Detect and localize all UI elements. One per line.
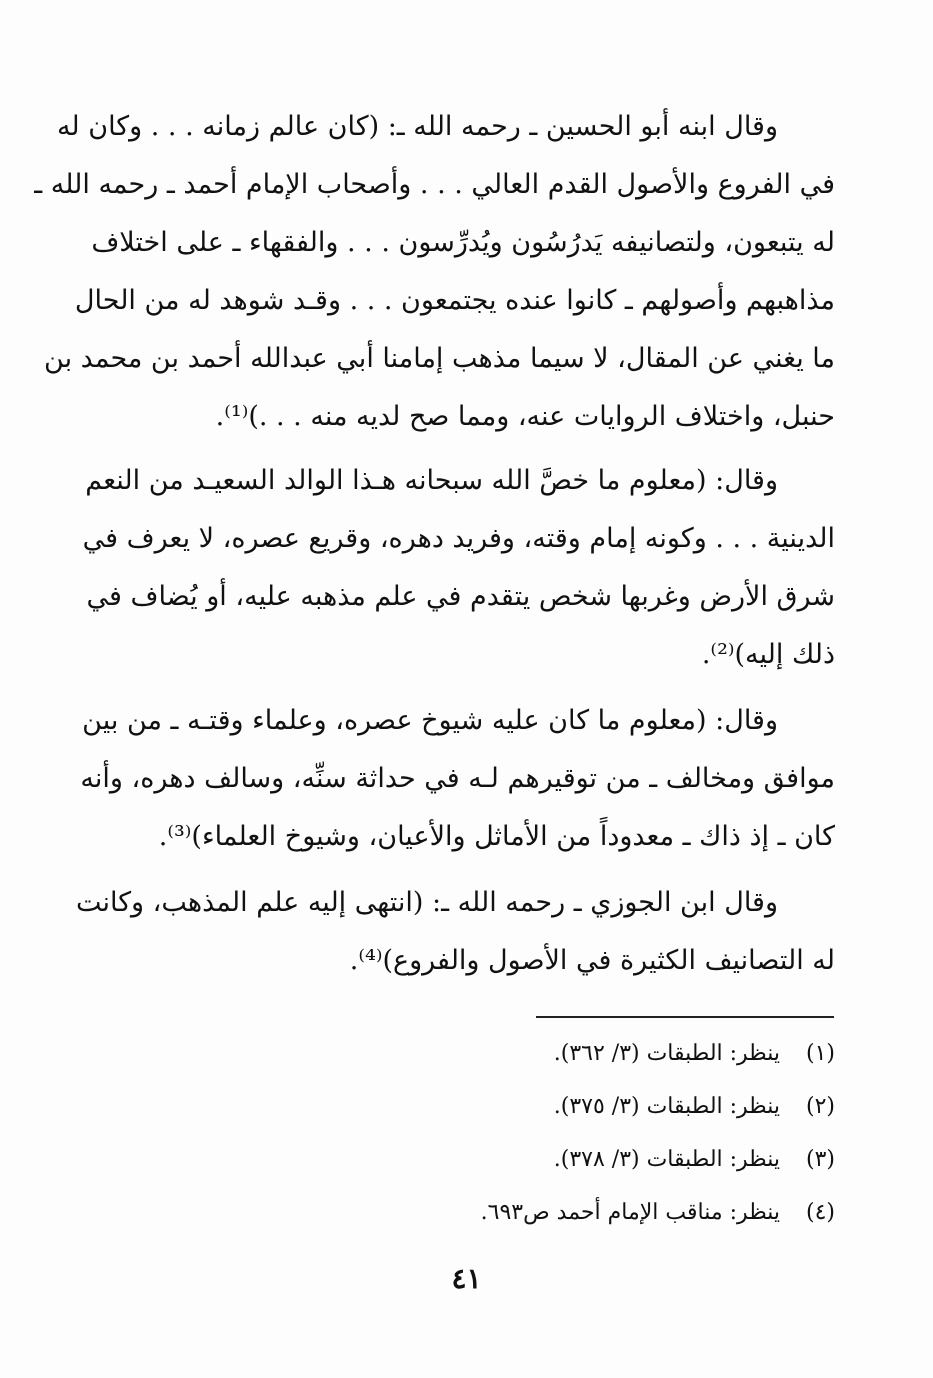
paragraph-3-line-3: كان ـ إذ ذاك ـ معدوداً من الأماثل والأعيان، وشيوخ العلماء)⁽³⁾. <box>158 821 835 852</box>
paragraph-1-line-4: مذاهبهم وأصولهم ـ كانوا عنده يجتمعون . . . وقـد شوهد له من الحال <box>74 285 835 316</box>
paragraph-1-line-3: له يتبعون، ولتصانيفه يَدرُسُون ويُدرِّسون . . . والفقهاء ـ على اختلاف <box>91 227 835 258</box>
paragraph-2-line-1: وقال: (معلوم ما خصَّ الله سبحانه هـذا الوالد السعيـد من النعم <box>85 465 778 496</box>
page-number: ٤١ <box>451 1262 482 1295</box>
footnote-4-number: (٤) <box>805 1200 835 1225</box>
footnote-3 <box>415 1140 835 1180</box>
paragraph-4-line-1: وقال ابن الجوزي ـ رحمه الله ـ: (انتهى إليه علم المذهب، وكانت <box>75 887 778 918</box>
footnote-2 <box>415 1087 835 1127</box>
footnote-4 <box>415 1193 835 1233</box>
paragraph-1-line-5: ما يغني عن المقال، لا سيما مذهب إمامنا أبي عبدالله أحمد بن محمد بن <box>44 343 835 374</box>
paragraph-3-line-2: موافق ومخالف ـ من توقيرهم لـه في حداثة سنِّه، وسالف دهره، وأنه <box>80 763 835 794</box>
footnote-separator <box>536 1016 834 1018</box>
paragraph-1-line-1: وقال ابنه أبو الحسين ـ رحمه الله ـ: (كان عالم زمانه . . . وكان له <box>56 111 778 142</box>
paragraph-2-line-3: شرق الأرض وغربها شخص يتقدم في علم مذهبه عليه، أو يُضاف في <box>86 581 835 612</box>
footnote-3-text: ينظر: الطبقات (٣/ ٣٧٨). <box>553 1147 780 1172</box>
footnote-2-number: (٢) <box>805 1094 835 1119</box>
footnote-1-number: (١) <box>805 1041 835 1066</box>
footnote-3-number: (٣) <box>805 1147 835 1172</box>
paragraph-3-line-1: وقال: (معلوم ما كان عليه شيوخ عصره، وعلماء وقتـه ـ من بين <box>82 705 778 736</box>
footnote-1-text: ينظر: الطبقات (٣/ ٣٦٢). <box>553 1041 780 1066</box>
footnote-4-text: ينظر: مناقب الإمام أحمد ص٦٩٣. <box>480 1200 780 1225</box>
paragraph-2-line-2: الدينية . . . وكونه إمام وقته، وفريد دهره، وقريع عصره، لا يعرف في <box>82 523 835 554</box>
footnote-1 <box>415 1034 835 1074</box>
footnote-2-text: ينظر: الطبقات (٣/ ٣٧٥). <box>553 1094 780 1119</box>
paragraph-1-line-6: حنبل، واختلاف الروايات عنه، ومما صح لديه منه . . .)⁽¹⁾. <box>215 401 835 432</box>
paragraph-2-line-4: ذلك إليه)⁽²⁾. <box>701 639 835 670</box>
paragraph-1-line-2: في الفروع والأصول القدم العالي . . . وأصحاب الإمام أحمد ـ رحمه الله ـ <box>34 169 835 200</box>
paragraph-4-line-2: له التصانيف الكثيرة في الأصول والفروع)⁽⁴⁾. <box>349 945 835 976</box>
